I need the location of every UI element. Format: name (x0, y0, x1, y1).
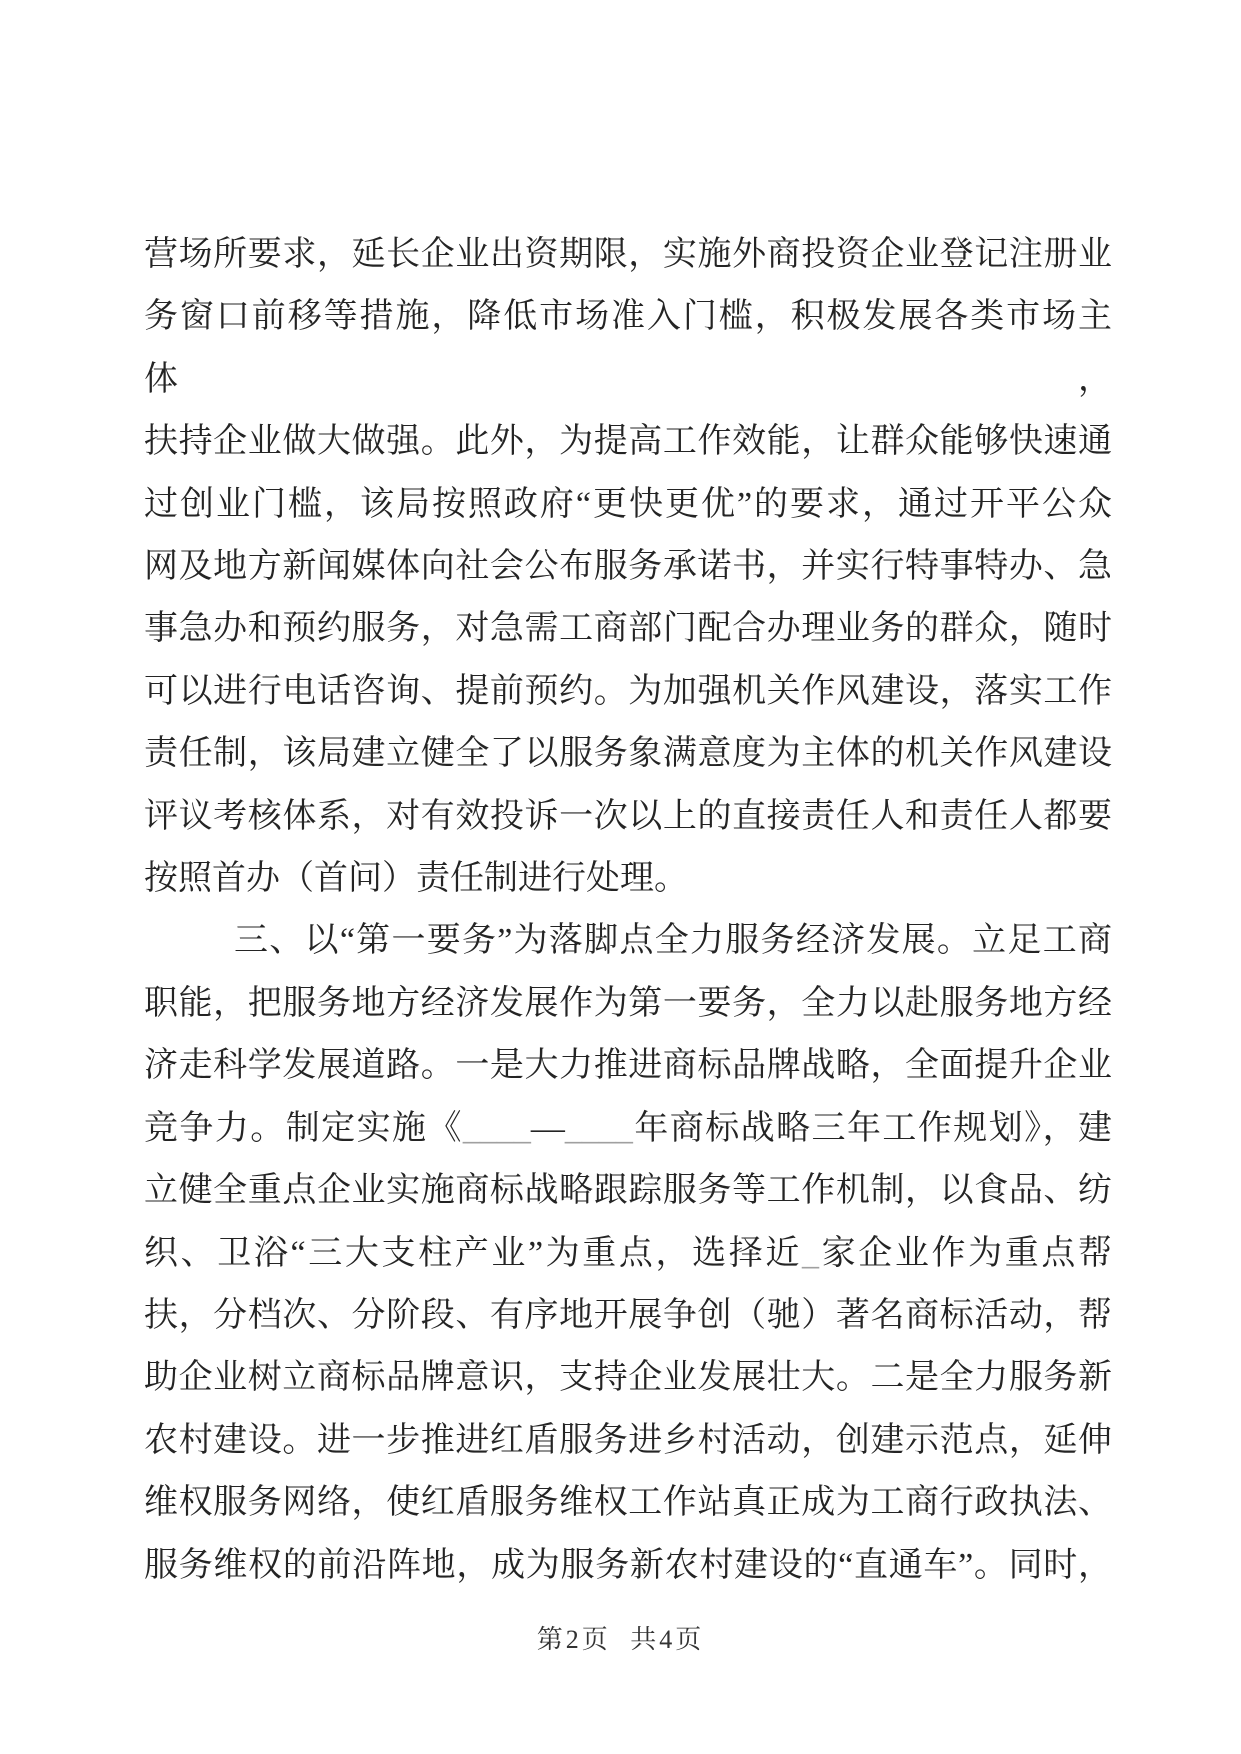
text-line: 服务维权的前沿阵地，成为服务新农村建设的“直通车”。同时， (144, 1546, 1112, 1584)
text-segment: 织、卫浴“三大支柱产业”为重点，选择近 (144, 1234, 803, 1272)
text-line: 事急办和预约服务，对急需工商部门配合办理业务的群众，随时 (144, 610, 1112, 648)
text-line: 务窗口前移等措施，降低市场准入门槛，积极发展各类市场主体， (144, 298, 1112, 398)
text-line-with-blanks (144, 1223, 1112, 1285)
page-footer (0, 1619, 1241, 1656)
text-line: 营场所要求，延长企业出资期限，实施外商投资企业登记注册业 (144, 236, 1112, 273)
blank-underline: _ (802, 1234, 820, 1272)
text-line-with-blanks (144, 1098, 1112, 1160)
text-line: 责任制，该局建立健全了以服务象满意度为主体的机关作风建设 (144, 735, 1112, 773)
text-line: 扶持企业做大做强。此外，为提高工作效能，让群众能够快速通 (144, 423, 1112, 461)
blank-underline: ____ (462, 1109, 531, 1147)
text-line: 职能，把服务地方经济发展作为第一要务，全力以赴服务地方经 (144, 984, 1112, 1022)
text-line: 可以进行电话咨询、提前预约。为加强机关作风建设，落实工作 (144, 672, 1112, 710)
section-heading-line: 三、以“第一要务”为落脚点全力服务经济发展。立足工商 (234, 922, 1112, 960)
text-line: 助企业树立商标品牌意识，支持企业发展壮大。二是全力服务新 (144, 1359, 1112, 1397)
text-line: 扶，分档次、分阶段、有序地开展争创（驰）著名商标活动，帮 (144, 1296, 1112, 1334)
blank-underline: ____ (564, 1109, 633, 1147)
text-line: 网及地方新闻媒体向社会公布服务承诺书，并实行特事特办、急 (144, 548, 1112, 586)
text-segment: 年商标战略三年工作规划》，建 (632, 1109, 1113, 1147)
text-line: 立健全重点企业实施商标战略跟踪服务等工作机制，以食品、纺 (144, 1172, 1112, 1210)
text-line: 农村建设。进一步推进红盾服务进乡村活动，创建示范点，延伸 (144, 1421, 1112, 1459)
text-segment: 竞争力。制定实施《 (144, 1109, 463, 1147)
text-line: 维权服务网络，使红盾服务维权工作站真正成为工商行政执法、 (144, 1484, 1112, 1522)
paragraph-end-line: 按照首办（首问）责任制进行处理。 (144, 860, 688, 898)
text-line: 评议考核体系，对有效投诉一次以上的直接责任人和责任人都要 (144, 797, 1112, 835)
document-body (144, 224, 1112, 1597)
text-line: 过创业门槛，该局按照政府“更快更优”的要求，通过开平公众 (144, 485, 1112, 523)
dash-separator: — (530, 1109, 565, 1147)
page-number-indicator: 第2页 共4页 (536, 1625, 705, 1654)
text-line: 济走科学发展道路。一是大力推进商标品牌战略，全面提升企业 (144, 1047, 1112, 1085)
text-segment: 家企业作为重点帮 (819, 1234, 1112, 1272)
